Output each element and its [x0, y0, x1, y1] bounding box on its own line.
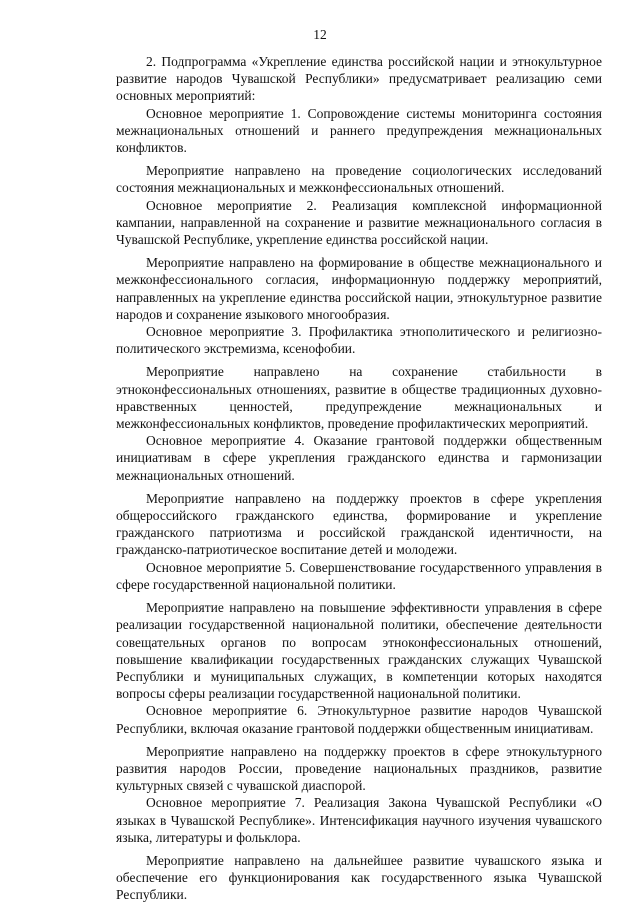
main-activity-2-paragraph: Основное мероприятие 2. Реализация комплексной информационной кампании, направленной на сохранение и развитие межнационального согласия в Чувашской Республике, укрепление единства российской нации.	[116, 197, 602, 248]
main-activity-7-paragraph: Основное мероприятие 7. Реализация Закона Чувашской Республики «О языках в Чувашской Республике». Интенсификация научного изучения чувашского языка, литературы и фольклора.	[116, 795, 602, 845]
activity-7-description-paragraph: Мероприятие направлено на дальнейшее развитие чувашского языка и обеспечение его функционирования как государственного языка Чувашской Республики.	[116, 852, 602, 903]
main-activity-3-paragraph: Основное мероприятие 3. Профилактика этнополитического и религиозно-политического экстремизма, ксенофобии.	[116, 324, 602, 357]
document-body	[116, 53, 602, 904]
main-activity-5-paragraph: Основное мероприятие 5. Совершенствование государственного управления в сфере государственной национальной политики.	[116, 559, 602, 592]
activity-2-description-paragraph: Мероприятие направлено на формирование в обществе межнационального и межконфессионального согласия, информационную поддержку мероприятий, направленных на укрепление единства российской нации, этнокультурное развитие народов и сохранение языкового многообразия.	[116, 255, 602, 322]
main-activity-4-paragraph: Основное мероприятие 4. Оказание грантовой поддержки общественным инициативам в сфере укрепления гражданского единства и гармонизации межнациональных отношений.	[116, 433, 602, 483]
page-number: 12	[313, 27, 327, 42]
activity-6-description-paragraph: Мероприятие направлено на поддержку проектов в сфере этнокультурного развития народов России, проведение национальных праздников, развитие культурных связей с чувашской диаспорой.	[116, 743, 602, 794]
activity-4-description-paragraph: Мероприятие направлено на поддержку проектов в сфере укрепления общероссийского гражданского единства, формирование и укрепление гражданского патриотизма и российской гражданской идентичности, на гражданско-патриотическое воспитание детей и молодежи.	[116, 490, 602, 558]
main-activity-6-paragraph: Основное мероприятие 6. Этнокультурное развитие народов Чувашской Республики, включая оказание грантовой поддержки общественным инициативам.	[116, 703, 602, 736]
activity-5-description-paragraph: Мероприятие направлено на повышение эффективности управления в сфере реализации государственной национальной политики, обеспечение деятельности совещательных органов по вопросам этноконфессиональных отношений, повышение квалификации государственных гражданских служащих Чувашской Республики и муниципальных служащих, в компетенции которых находятся вопросы сферы реализации государственной национальной политики.	[116, 600, 602, 702]
activity-1-description-paragraph: Мероприятие направлено на проведение социологических исследований состояния межнациональных и межконфессиональных отношений.	[116, 163, 602, 196]
main-activity-1-paragraph: Основное мероприятие 1. Сопровождение системы мониторинга состояния межнациональных отношений и раннего предупреждения межнациональных конфликтов.	[116, 105, 602, 156]
subprogram-intro-paragraph: 2. Подпрограмма «Укрепление единства российской нации и этнокультурное развитие народов Чувашской Республики» предусматривает реализацию семи основных мероприятий:	[116, 54, 602, 104]
activity-3-description-paragraph: Мероприятие направлено на сохранение стабильности в этноконфессиональных отношениях, развитие в обществе традиционных духовно-нравственных ценностей, предупреждение межнациональных и межконфессиональных конфликтов, проведение профилактических мероприятий.	[116, 364, 602, 432]
